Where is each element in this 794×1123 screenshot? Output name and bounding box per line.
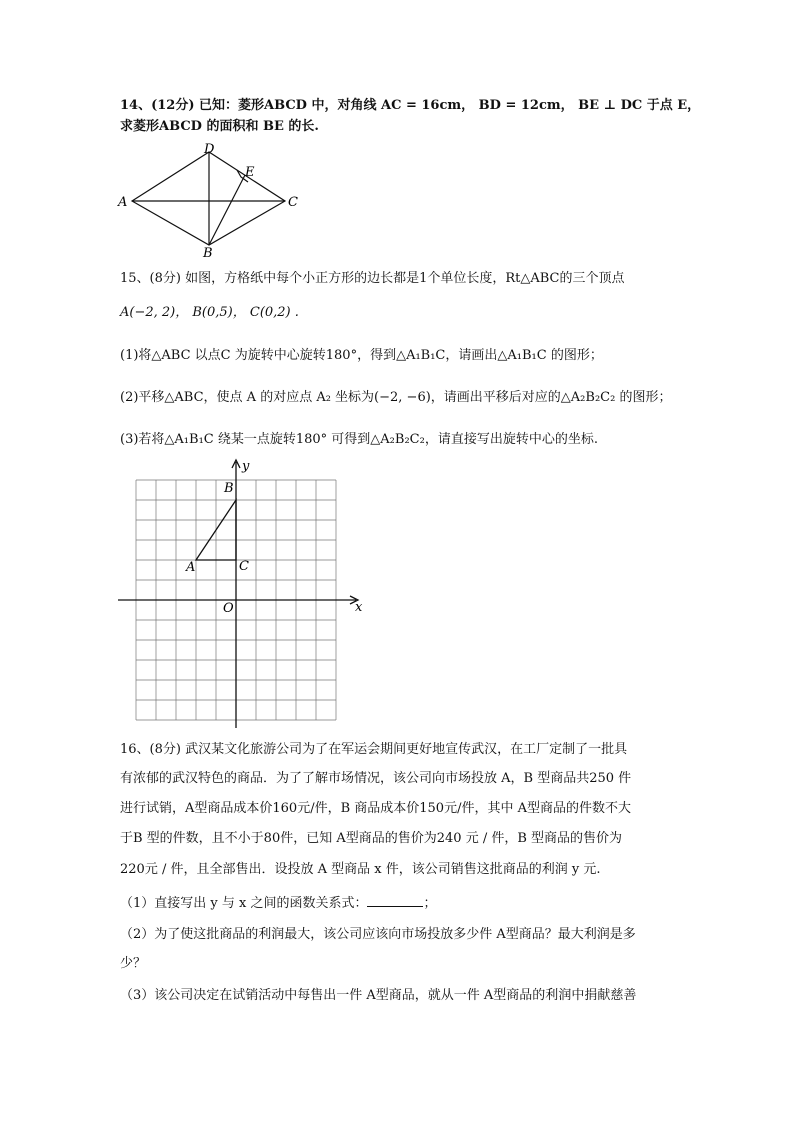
label-d: D	[204, 142, 215, 157]
q14-line-1: 14、(12分) 已知：菱形ABCD 中，对角线 AC = 16cm， BD = 12cm， BE ⊥ DC 于点 E，	[120, 98, 701, 113]
q16-part-2-line-1: （2）为了使这批商品的利润最大，该公司应该向市场投放多少件 A型商品？最大利润是多	[120, 927, 636, 942]
q16-part-1-prefix: （1）直接写出 y 与 x 之间的函数关系式：	[120, 896, 368, 911]
answer-blank[interactable]	[367, 894, 423, 907]
q15-part-2: (2)平移△ABC，使点 A 的对应点 A₂ 坐标为(−2, −6)，请画出平移后对应的△A₂B₂C₂ 的图形；	[120, 390, 672, 405]
q16-part-2-line-2: 少？	[120, 956, 147, 971]
label-c: C	[288, 195, 298, 210]
q16-line-1: 16、(8分) 武汉某文化旅游公司为了在军运会期间更好地宣传武汉，在工厂定制了一批具	[120, 742, 628, 757]
grid-figure	[118, 456, 368, 731]
q14-line-2: 求菱形ABCD 的面积和 BE 的长.	[120, 119, 319, 134]
y-axis-label: y	[242, 459, 250, 474]
q16-part-1	[120, 894, 680, 913]
q15-part-1: (1)将△ABC 以点C 为旋转中心旋转180°，得到△A₁B₁C，请画出△A₁B₁C 的图形；	[120, 348, 603, 363]
point-b-label: B	[224, 481, 234, 496]
label-e: E	[245, 165, 255, 180]
q16-part-1-suffix: ；	[423, 896, 437, 911]
q16-line-3: 进行试销，A型商品成本价160元/件，B 商品成本价150元/件，其中 A型商品的件数不大	[120, 801, 631, 816]
q16-line-5: 220元 / 件，且全部售出．设投放 A 型商品 x 件，该公司销售这批商品的利润 y 元.	[120, 862, 601, 877]
q16-line-2: 有浓郁的武汉特色的商品．为了了解市场情况，该公司向市场投放 A，B 型商品共250 件	[120, 771, 632, 786]
rhombus-figure	[110, 140, 310, 260]
label-a: A	[118, 195, 128, 210]
q15-part-3: (3)若将△A₁B₁C 绕某一点旋转180° 可得到△A₂B₂C₂，请直接写出旋转中心的坐标.	[120, 432, 598, 447]
q16-part-3: （3）该公司决定在试销活动中每售出一件 A型商品，就从一件 A型商品的利润中捐献慈善	[120, 988, 637, 1003]
point-a-label: A	[186, 560, 196, 575]
q16-line-4: 于B 型的件数，且不小于80件，已知 A型商品的售价为240 元 / 件，B 型商品的售价为	[120, 831, 623, 846]
label-b: B	[203, 246, 213, 260]
point-c-label: C	[239, 559, 249, 574]
q15-line-1: 15、(8分) 如图，方格纸中每个小正方形的边长都是1个单位长度，Rt△ABC的三个顶点	[120, 271, 625, 286]
x-axis-label: x	[355, 600, 363, 615]
origin-label: O	[223, 601, 234, 616]
q15-line-2: A(−2, 2)， B(0,5)， C(0,2) .	[120, 305, 299, 320]
